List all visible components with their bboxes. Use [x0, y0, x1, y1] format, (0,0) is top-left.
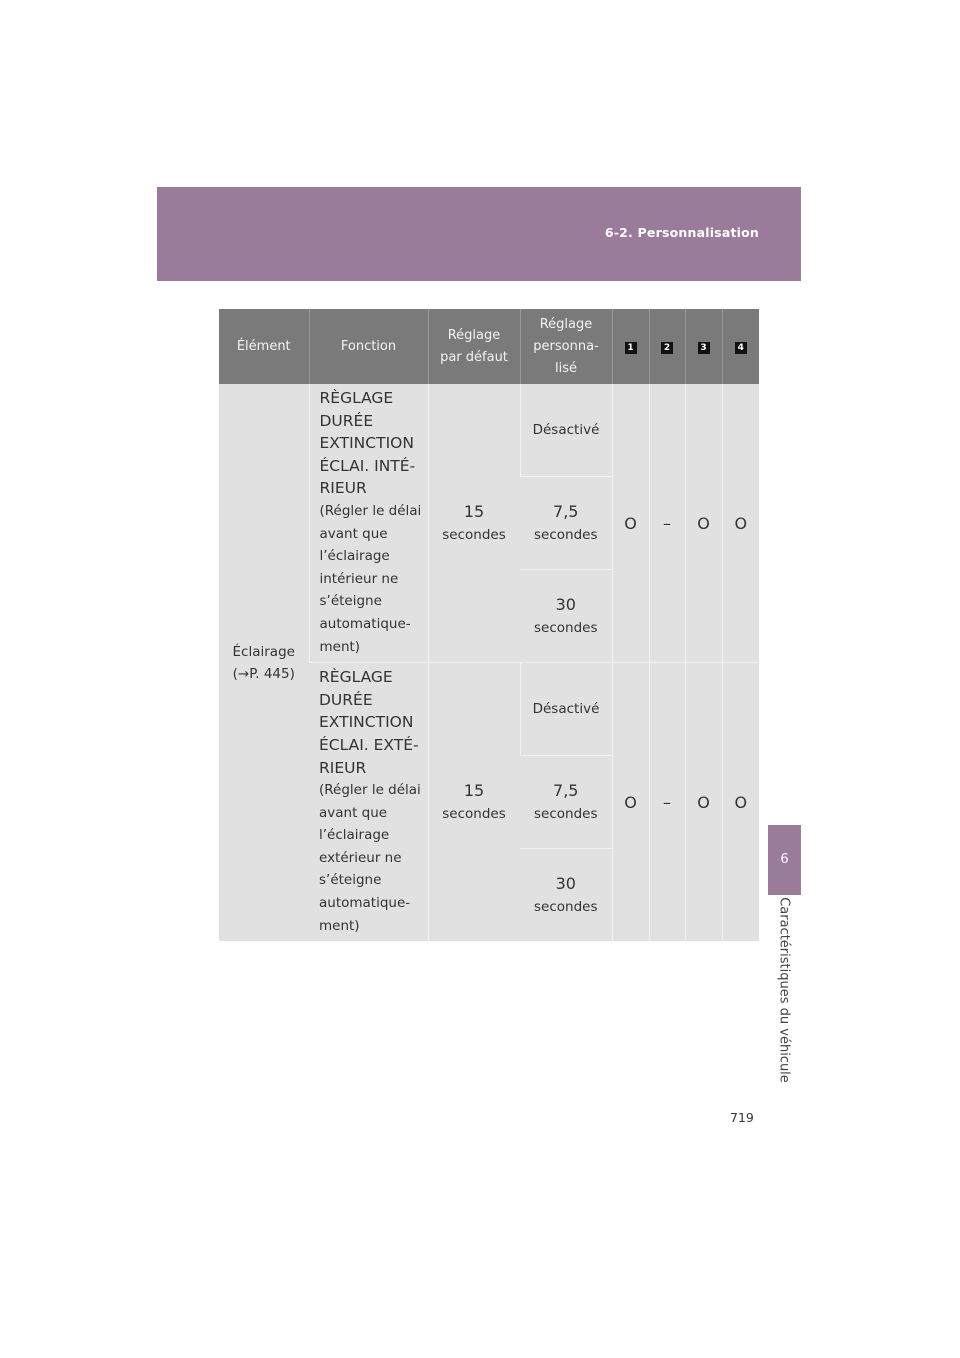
function-name-line: EXTINCTION [319, 713, 414, 732]
custom-value: 30 [555, 874, 576, 894]
mark-cell-4 [722, 663, 759, 942]
mark-cell-1 [612, 384, 649, 663]
chapter-title: Caractéristiques du véhicule [776, 897, 792, 1083]
page-number: 719 [730, 1110, 754, 1125]
custom-value-cell [520, 477, 612, 570]
custom-value-cell [520, 570, 612, 663]
function-desc-line: s’éteigne [319, 593, 382, 610]
mark: – [663, 513, 671, 533]
function-name-line: RIEUR [319, 758, 367, 777]
function-desc-line: avant que [319, 525, 388, 542]
mark-cell-3 [685, 384, 722, 663]
badge-4-icon: 4 [735, 342, 747, 354]
custom-unit: secondes [534, 806, 598, 823]
mark-cell-3 [685, 663, 722, 942]
column-header-badge-2 [649, 309, 685, 384]
function-name-line: DURÉE [319, 411, 374, 430]
custom-value-cell [520, 756, 612, 849]
default-unit: secondes [442, 527, 506, 544]
function-name-line: ÉCLAI. INTÉ- [319, 456, 416, 475]
function-name-line: ÉCLAI. EXTÉ- [319, 735, 419, 754]
function-name-line: RÈGLAGE [319, 668, 393, 687]
function-name-line: DURÉE [319, 690, 373, 709]
function-desc-line: avant que [319, 804, 388, 821]
element-cell [219, 384, 309, 941]
badge-3-icon: 3 [698, 342, 710, 354]
column-header-custom-line3: lisé [555, 360, 577, 376]
chapter-number: 6 [780, 852, 789, 867]
customization-table [219, 309, 759, 941]
function-desc-line: automatique- [319, 615, 411, 632]
custom-unit: secondes [534, 527, 598, 544]
function-desc-line: intérieur ne [319, 570, 399, 587]
custom-value-cell [520, 384, 612, 477]
mark: O [624, 513, 637, 533]
function-cell [309, 384, 428, 663]
mark: O [697, 513, 710, 533]
default-value: 15 [463, 502, 485, 522]
function-desc-line: s’éteigne [319, 872, 382, 889]
function-name-line: RIEUR [319, 479, 367, 498]
element-page-ref: (→P. 445) [232, 665, 295, 682]
mark-cell-2 [649, 384, 685, 663]
function-name-line: RÈGLAGE [319, 389, 394, 407]
column-header-custom [520, 309, 612, 384]
custom-unit: secondes [534, 620, 598, 637]
function-name-line: EXTINCTION [319, 434, 414, 453]
mark: – [663, 792, 671, 812]
custom-value-cell [520, 849, 612, 942]
mark-cell-4 [722, 384, 759, 663]
column-header-badge-3 [685, 309, 722, 384]
column-header-default-line2: par défaut [440, 349, 508, 365]
column-header-default-line1: Réglage [447, 327, 501, 343]
function-desc-line: extérieur ne [319, 849, 402, 866]
default-unit: secondes [442, 806, 506, 823]
custom-value: Désactivé [532, 422, 600, 439]
table-row [219, 384, 759, 477]
element-name: Éclairage [232, 643, 295, 660]
column-header-badge-1 [612, 309, 649, 384]
column-header-custom-line1: Réglage [539, 316, 593, 332]
function-desc-line: l’éclairage [319, 827, 390, 844]
mark: O [734, 513, 748, 533]
column-header-custom-line2: personna- [533, 338, 599, 354]
column-header-default [428, 309, 520, 384]
column-header-element: Élément [219, 309, 309, 384]
custom-value: 7,5 [553, 502, 579, 522]
function-cell [309, 663, 428, 942]
default-value: 15 [463, 781, 485, 801]
section-header-band [157, 187, 801, 281]
function-desc-line: ment) [319, 638, 361, 655]
function-desc-line: (Régler le délai [319, 782, 421, 799]
table-header-row [219, 309, 759, 384]
badge-2-icon: 2 [661, 342, 673, 354]
custom-value: 7,5 [553, 781, 579, 801]
custom-value-cell [520, 663, 612, 756]
function-desc-line: (Régler le délai [319, 502, 422, 519]
default-value-cell [428, 384, 520, 663]
badge-1-icon: 1 [625, 342, 637, 354]
default-value-cell [428, 663, 520, 942]
custom-value: Désactivé [532, 701, 600, 718]
chapter-tab [768, 825, 801, 895]
mark-cell-1 [612, 663, 649, 942]
function-desc-line: automatique- [319, 895, 411, 912]
mark: O [624, 792, 637, 812]
function-desc-line: l’éclairage [319, 548, 390, 565]
mark-cell-2 [649, 663, 685, 942]
column-header-badge-4 [722, 309, 759, 384]
custom-value: 30 [555, 595, 576, 615]
function-desc-line: ment) [319, 917, 360, 934]
mark: O [697, 792, 710, 812]
section-title: 6-2. Personnalisation [604, 225, 759, 240]
mark: O [734, 792, 748, 812]
column-header-function: Fonction [309, 309, 428, 384]
custom-unit: secondes [534, 899, 598, 916]
